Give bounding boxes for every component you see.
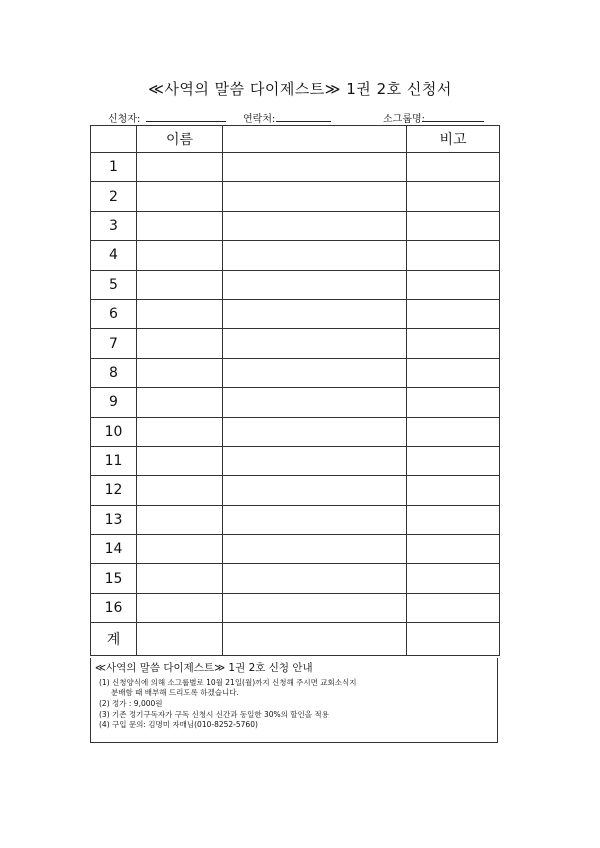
notice-title: ≪사역의 말씀 다이제스트≫ 1권 2호 신청 안내 [95,662,313,674]
name-cell[interactable] [137,270,223,299]
note-cell[interactable] [407,593,500,622]
total-contact-cell[interactable] [223,623,407,656]
header-number [91,126,137,153]
total-row [91,623,500,656]
table-row [91,329,500,358]
name-cell[interactable] [137,593,223,622]
contact-cell[interactable] [223,182,407,211]
row-number: 3 [91,211,137,240]
table-row [91,153,500,182]
page-title: ≪사역의 말씀 다이제스트≫ 1권 2호 신청서 [148,80,452,98]
table-row [91,446,500,475]
row-number: 12 [91,476,137,505]
contact-label: 연락처: [243,114,276,125]
contact-cell[interactable] [223,476,407,505]
table-row [91,388,500,417]
note-cell[interactable] [407,182,500,211]
row-number: 5 [91,270,137,299]
name-cell[interactable] [137,329,223,358]
total-note-cell[interactable] [407,623,500,656]
name-cell[interactable] [137,564,223,593]
row-number: 2 [91,182,137,211]
name-cell[interactable] [137,417,223,446]
header-name: 이름 [137,126,223,153]
contact-cell[interactable] [223,564,407,593]
table-row [91,211,500,240]
row-number: 16 [91,593,137,622]
note-cell[interactable] [407,299,500,328]
note-cell[interactable] [407,329,500,358]
table-row [91,299,500,328]
name-cell[interactable] [137,476,223,505]
total-label: 계 [91,623,137,656]
contact-cell[interactable] [223,211,407,240]
application-table [90,125,500,656]
row-number: 4 [91,241,137,270]
name-cell[interactable] [137,388,223,417]
notice-item: (2) 정가 : 9,000원 [99,699,163,708]
table-row [91,476,500,505]
name-cell[interactable] [137,241,223,270]
notice-item: 분배함 때 배부해 드리도록 하겠습니다. [111,688,239,697]
total-name-cell[interactable] [137,623,223,656]
name-cell[interactable] [137,153,223,182]
row-number: 11 [91,446,137,475]
contact-line[interactable] [276,121,331,122]
note-cell[interactable] [407,535,500,564]
table-row [91,564,500,593]
note-cell[interactable] [407,505,500,534]
name-cell[interactable] [137,182,223,211]
note-cell[interactable] [407,446,500,475]
notice-box [90,658,498,743]
contact-cell[interactable] [223,388,407,417]
name-cell[interactable] [137,505,223,534]
applicant-label: 신청자: [108,114,141,125]
contact-cell[interactable] [223,417,407,446]
note-cell[interactable] [407,476,500,505]
table-row [91,358,500,387]
notice-item: (4) 구입 문의: 김명미 자매님(010-8252-5760) [99,720,258,729]
row-number: 1 [91,153,137,182]
contact-cell[interactable] [223,358,407,387]
notice-item: (1) 신청양식에 의해 소그룹별로 10월 21일(월)까지 신청해 주시면 교회소식지 [99,678,357,687]
table-row [91,593,500,622]
contact-cell[interactable] [223,153,407,182]
note-cell[interactable] [407,417,500,446]
table-header-row [91,126,500,153]
table-row [91,417,500,446]
applicant-line[interactable] [146,121,226,122]
row-number: 9 [91,388,137,417]
note-cell[interactable] [407,358,500,387]
group-label: 소그룹명: [383,114,426,125]
contact-cell[interactable] [223,329,407,358]
note-cell[interactable] [407,153,500,182]
row-number: 10 [91,417,137,446]
row-number: 14 [91,535,137,564]
contact-cell[interactable] [223,505,407,534]
table-row [91,535,500,564]
row-number: 13 [91,505,137,534]
name-cell[interactable] [137,299,223,328]
row-number: 15 [91,564,137,593]
name-cell[interactable] [137,358,223,387]
contact-cell[interactable] [223,535,407,564]
table-row [91,270,500,299]
row-number: 8 [91,358,137,387]
contact-cell[interactable] [223,299,407,328]
name-cell[interactable] [137,535,223,564]
notice-item: (3) 기존 정기구독자가 구독 신청시 신간과 동일한 30%의 할인을 적용 [99,710,329,719]
contact-cell[interactable] [223,593,407,622]
table-row [91,241,500,270]
note-cell[interactable] [407,241,500,270]
table-row [91,182,500,211]
note-cell[interactable] [407,211,500,240]
note-cell[interactable] [407,388,500,417]
header-note: 비고 [407,126,500,153]
note-cell[interactable] [407,270,500,299]
contact-cell[interactable] [223,446,407,475]
contact-cell[interactable] [223,270,407,299]
header-contact [223,126,407,153]
row-number: 6 [91,299,137,328]
name-cell[interactable] [137,446,223,475]
contact-cell[interactable] [223,241,407,270]
table-row [91,505,500,534]
note-cell[interactable] [407,564,500,593]
name-cell[interactable] [137,211,223,240]
group-line[interactable] [422,121,484,122]
row-number: 7 [91,329,137,358]
